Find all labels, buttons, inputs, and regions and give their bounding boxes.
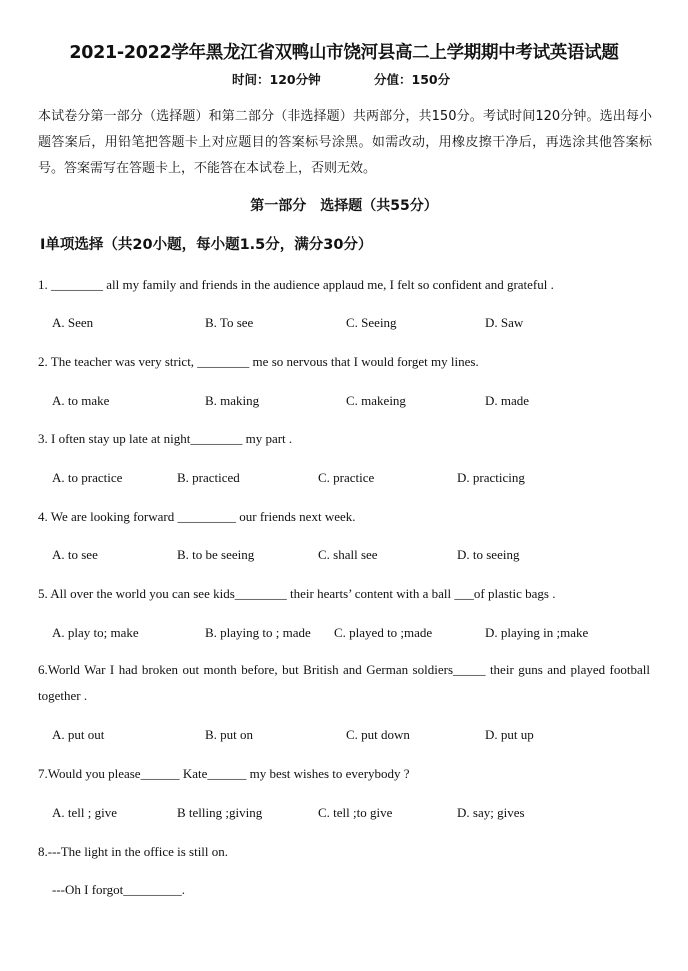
question-7-option-a[interactable]: A. tell ; give <box>52 805 117 820</box>
question-4-option-b[interactable]: B. to be seeing <box>177 547 255 562</box>
question-2-stem: 2. The teacher was very strict, ________ me so nervous that I would forget my lines. <box>38 354 479 369</box>
exam-time: 时间：120分钟 <box>232 72 321 87</box>
question-3-option-a[interactable]: A. to practice <box>52 470 123 485</box>
exam-instructions: 本试卷分第一部分（选择题）和第二部分（非选择题）共两部分，共150分。考试时间120分钟。选出每小题答案后，用铅笔把答题卡上对应题目的答案标号涂黑。如需改动，用橡皮擦干净后，再选涂其他答案标号。答案需写在答题卡上，不能答在本试卷上，否则无效。 <box>38 109 652 176</box>
question-7-option-c[interactable]: C. tell ;to give <box>318 805 393 820</box>
question-5-option-d[interactable]: D. playing in ;make <box>485 625 589 640</box>
part-title: 第一部分 选择题（共55分） <box>250 198 438 214</box>
question-3-option-c[interactable]: C. practice <box>318 470 375 485</box>
question-3-option-d[interactable]: D. practicing <box>457 470 525 485</box>
question-5-option-b[interactable]: B. playing to ; made <box>205 625 311 640</box>
question-1-option-b[interactable]: B. To see <box>205 315 254 330</box>
question-7-stem: 7.Would you please______ Kate______ my best wishes to everybody ? <box>38 766 410 781</box>
question-6-option-b[interactable]: B. put on <box>205 727 254 742</box>
section-title: Ⅰ单项选择（共20小题，每小题1.5分，满分30分） <box>40 237 373 253</box>
question-2-option-d[interactable]: D. made <box>485 393 530 408</box>
question-2-option-c[interactable]: C. makeing <box>346 393 406 408</box>
question-4-option-d[interactable]: D. to seeing <box>457 547 520 562</box>
question-6-stem: 6.World War I had broken out month before, but British and German soldiers_____ their guns and played football together . <box>38 662 650 703</box>
question-4-option-c[interactable]: C. shall see <box>318 547 378 562</box>
question-2-option-a[interactable]: A. to make <box>52 393 110 408</box>
question-8-reply: ---Oh I forgot_________. <box>52 882 185 897</box>
exam-title: 2021-2022学年黑龙江省双鸭山市饶河县高二上学期期中考试英语试题 <box>69 43 619 63</box>
question-3-stem: 3. I often stay up late at night________ my part . <box>38 431 293 446</box>
question-1-stem: 1. ________ all my family and friends in the audience applaud me, I felt so confident and grateful . <box>38 277 554 292</box>
question-5-stem: 5. All over the world you can see kids________ their hearts’ content with a ball ___of plastic bags . <box>38 586 556 601</box>
question-1-option-d[interactable]: D. Saw <box>485 315 524 330</box>
question-6-option-c[interactable]: C. put down <box>346 727 410 742</box>
question-7-option-d[interactable]: D. say; gives <box>457 805 525 820</box>
question-1-option-a[interactable]: A. Seen <box>52 315 94 330</box>
question-5-option-a[interactable]: A. play to; make <box>52 625 139 640</box>
question-6-option-a[interactable]: A. put out <box>52 727 105 742</box>
question-4-stem: 4. We are looking forward _________ our friends next week. <box>38 509 356 524</box>
question-6-option-d[interactable]: D. put up <box>485 727 534 742</box>
question-2-option-b[interactable]: B. making <box>205 393 260 408</box>
question-3-option-b[interactable]: B. practiced <box>177 470 240 485</box>
question-7-option-b[interactable]: B telling ;giving <box>177 805 263 820</box>
question-8-stem: 8.---The light in the office is still on. <box>38 844 229 859</box>
question-4-option-a[interactable]: A. to see <box>52 547 98 562</box>
question-1-option-c[interactable]: C. Seeing <box>346 315 397 330</box>
exam-score: 分值：150分 <box>374 72 451 87</box>
question-5-option-c[interactable]: C. played to ;made <box>334 625 433 640</box>
